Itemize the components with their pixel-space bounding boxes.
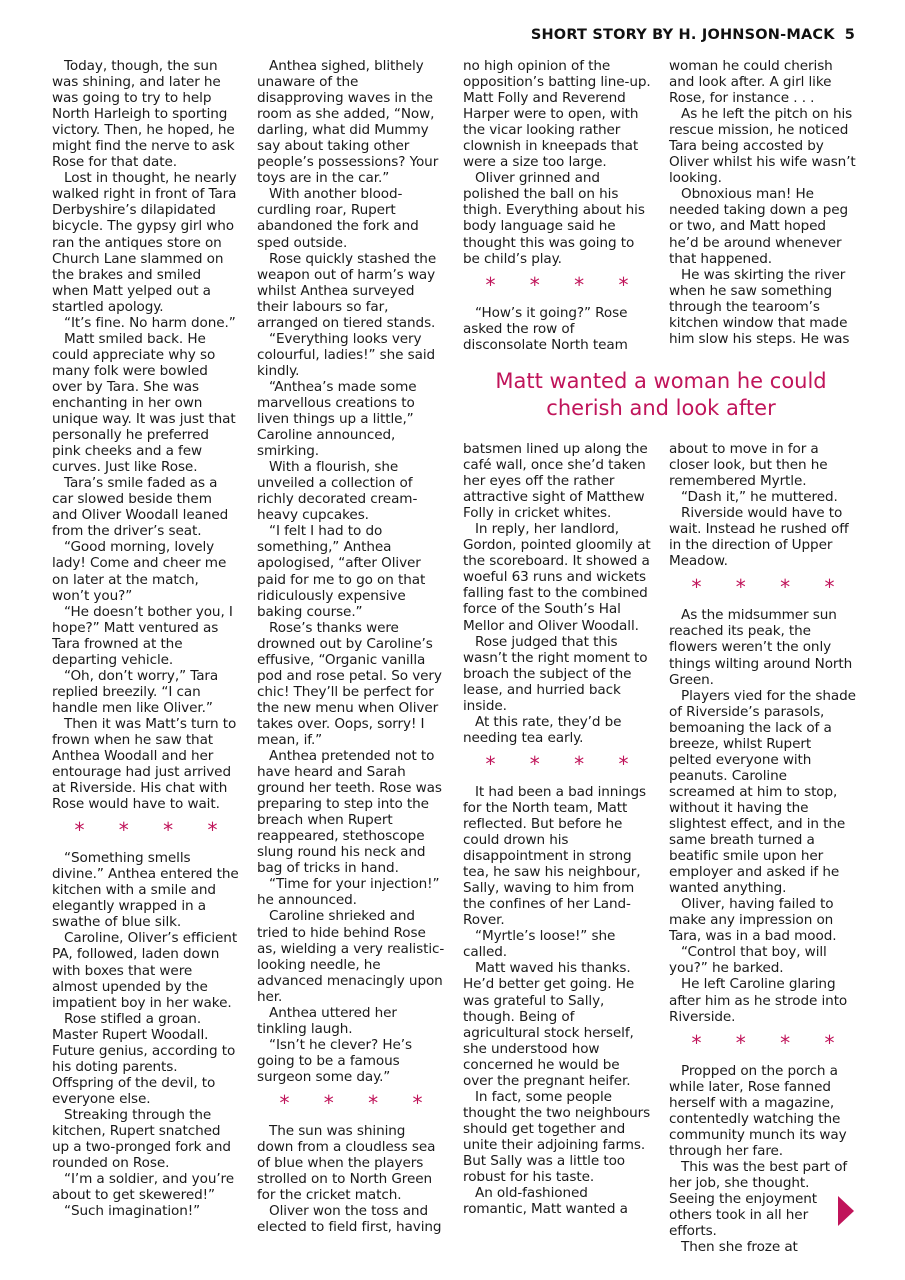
paragraph: Today, though, the sun was shining, and later he was going to try to help North Harleigh to sporting victory. Then, he hoped, he might find the nerve to ask Rose for that date. [52,58,235,171]
paragraph: Rose quickly stashed the weapon out of harm’s way whilst Anthea surveyed their labours so far, arranged on tiered stands. [257,250,437,331]
paragraph: “Something smells divine.” Anthea entered the kitchen with a smile and elegantly wrapped in a swathe of blue silk. [52,850,239,931]
column-4-upper [669,58,857,347]
paragraph: It had been a bad innings for the North team, Matt reflected. But before he could drown his disappointment in strong tea, he saw his neighbour, Sally, waving to him from the confines of her Land-Rover. [463,783,647,929]
paragraph: Then she froze at [681,1239,798,1256]
column-2 [257,58,445,1235]
section-break-stars: * * * * [485,751,643,776]
paragraph: Players vied for the shade of Riverside’s parasols, bemoaning the lack of a breeze, whilst Rupert pelted everyone with peanuts. Caroline screamed at him to stop, without it having the slightest effect, and in the same breath turned a beatific smile upon her employer and asked if he wanted anything. [669,687,856,897]
column-3-lower [463,441,651,1217]
paragraph: Rose stifled a groan. Master Rupert Woodall. Future genius, according to his doting parents. Offspring of the devil, to everyone else. [52,1010,236,1107]
section-break-stars: * * * * [485,272,643,297]
paragraph: Anthea sighed, blithely unaware of the disapproving waves in the room as she added, “Now, darling, what did Mummy say about taking other people’s possessions? Your toys are in the car.” [257,58,439,187]
paragraph: “I’m a soldier, and you’re about to get skewered!” [52,1171,235,1204]
paragraph: “Dash it,” he muttered. [681,489,838,506]
paragraph: In reply, her landlord, Gordon, pointed gloomily at the scoreboard. It showed a woeful 63 runs and wickets falling fast to the combined force of the South’s Hal Mellor and Oliver Woodall. [463,521,651,634]
section-break-stars: * * * * [74,818,232,843]
paragraph: At this rate, they’d be needing tea early. [463,713,622,746]
paragraph: Oliver grinned and polished the ball on his thigh. Everything about his body language said he thought this was going to be child’s play. [463,170,645,267]
paragraph: no high opinion of the opposition’s batting line-up. Matt Folly and Reverend Harper were to open, with the vicar looking rather clownish in kneepads that were a size too large. [463,58,651,171]
paragraph: Oliver, having failed to make any impression on Tara, was in a bad mood. [669,896,837,945]
paragraph: Caroline, Oliver’s efficient PA, followed, laden down with boxes that were almost upended by the impatient boy in her wake. [52,930,238,1011]
paragraph: “Myrtle’s loose!” she called. [463,928,616,961]
paragraph: Anthea uttered her tinkling laugh. [257,1004,397,1037]
section-break-stars: * * * * [691,1030,849,1055]
paragraph: about to move in for a closer look, but then he remembered Myrtle. [669,441,828,490]
paragraph: An old-fashioned romantic, Matt wanted a [463,1185,628,1218]
paragraph: “Isn’t he clever? He’s going to be a famous surgeon some day.” [257,1036,412,1085]
paragraph: woman he could cherish and look after. A girl like Rose, for instance . . . [669,58,833,107]
column-4-lower [669,441,857,1255]
paragraph: “How’s it going?” Rose asked the row of disconsolate North team [463,304,628,353]
paragraph: “Such imagination!” [64,1203,201,1220]
paragraph: Then it was Matt’s turn to frown when he saw that Anthea Woodall and her entourage had just arrived at Riverside. His chat with Rose would have to wait. [52,715,237,813]
section-break-stars: * * * * [279,1091,437,1115]
continue-arrow-icon [838,1196,854,1226]
page-number: 5 [844,27,855,43]
paragraph: He left Caroline glaring after him as he strode into Riverside. [669,976,848,1025]
column-1 [52,58,240,1219]
paragraph: With another blood-curdling roar, Rupert abandoned the fork and sped outside. [257,186,419,251]
paragraph: In fact, some people thought the two neighbours should get together and unite their adjoining farms. But Sally was a little too robust for his taste. [463,1088,651,1186]
paragraph: Oliver won the toss and elected to field first, having [257,1203,442,1236]
paragraph: “Everything looks very colourful, ladies!” she said kindly. [257,330,436,379]
paragraph: “Control that boy, will you?” he barked. [669,944,827,977]
running-header [531,27,855,43]
paragraph: “He doesn’t bother you, I hope?” Matt ventured as Tara frowned at the departing vehicle. [52,603,233,668]
paragraph: “Anthea’s made some marvellous creations to liven things up a little,” Caroline announced, smirking. [257,378,417,460]
paragraph: Rose judged that this wasn’t the right moment to broach the subject of the lease, and hurried back inside. [463,633,648,714]
paragraph: “I felt I had to do something,” Anthea apologised, “after Oliver paid for me to go on that ridiculously expensive baking course.” [257,523,426,620]
paragraph: Streaking through the kitchen, Rupert snatched up a two-pronged fork and rounded on Rose. [52,1106,231,1172]
paragraph: Rose’s thanks were drowned out by Caroline’s effusive, “Organic vanilla pod and rose petal. So very chic! They’ll be perfect for the new menu when Oliver takes over. Oops, sorry! I mean, if.” [257,619,442,748]
paragraph: batsmen lined up along the café wall, once she’d taken her eyes off the rather attractive sight of Matthew Folly in cricket whites. [463,441,648,522]
paragraph: Caroline shrieked and tried to hide behind Rose as, wielding a very realistic-looking needle, he advanced menacingly upon her. [257,908,445,1005]
paragraph: “It’s fine. No harm done.” [64,314,236,331]
paragraph: Tara’s smile faded as a car slowed beside them and Oliver Woodall leaned from the driver’s seat. [52,475,229,540]
paragraph: Riverside would have to wait. Instead he rushed off in the direction of Upper Meadow. [669,505,849,570]
paragraph: “Time for your injection!” he announced. [257,876,440,909]
paragraph: “Good morning, lovely lady! Come and cheer me on later at the match, won’t you?” [52,539,227,604]
paragraph: Propped on the porch a while later, Rose fanned herself with a magazine, contentedly watching the community munch its way through her fare. [669,1062,847,1159]
paragraph: Lost in thought, he nearly walked right in front of Tara Derbyshire’s dilapidated bicycle. The gypsy girl who ran the antiques store on Church Lane slammed on the brakes and smiled when Matt yelped out a startled apology. [52,170,237,315]
paragraph: Matt waved his thanks. He’d better get going. He was grateful to Sally, though. Being of agricultural stock herself, she understood how concerned he would be over the pregnant heifer. [463,960,635,1089]
pull-quote: Matt wanted a woman he could cherish and look after [495,369,827,420]
header-title: SHORT STORY BY H. JOHNSON-MACK [530,27,835,43]
paragraph: He was skirting the river when he saw something through the tearoom’s kitchen window that made him slow his steps. He was [669,266,850,347]
paragraph: With a flourish, she unveiled a collection of richly decorated cream-heavy cupcakes. [257,459,418,524]
paragraph: Obnoxious man! He needed taking down a peg or two, and Matt hoped he’d be around whenever that happened. [669,186,849,267]
paragraph: This was the best part of her job, she thought. Seeing the enjoyment others took in all her efforts. [669,1158,848,1240]
paragraph: The sun was shining down from a cloudless sea of blue when the players strolled on to North Green for the cricket match. [257,1123,436,1204]
paragraph: As the midsummer sun reached its peak, the flowers weren’t the only things wilting around North Green. [669,607,853,688]
paragraph: Anthea pretended not to have heard and Sarah ground her teeth. Rose was preparing to step into the breach when Rupert reappeared, stethoscope slung round his neck and bag of tricks in hand. [257,748,442,877]
column-3-upper [463,58,651,353]
paragraph: As he left the pitch on his rescue mission, he noticed Tara being accosted by Oliver whilst his wife wasn’t looking. [669,106,856,187]
section-break-stars: * * * * [691,575,849,600]
paragraph: Matt smiled back. He could appreciate why so many folk were bowled over by Tara. She was enchanting in her own unique way. It was just that personally he preferred pink cheeks and a few curves. Just like Rose. [52,330,236,476]
paragraph: “Oh, don’t worry,” Tara replied breezily. “I can handle men like Oliver.” [52,667,219,716]
